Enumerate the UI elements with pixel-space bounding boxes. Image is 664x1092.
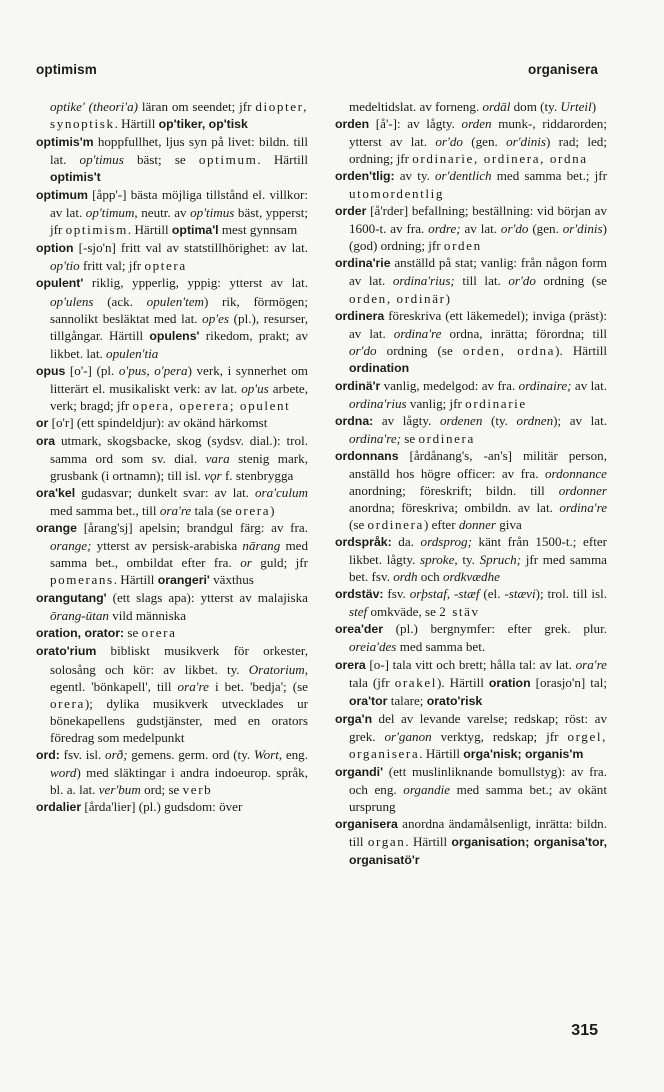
italic-form: ordre;	[428, 221, 461, 237]
italic-form: o'pus, o'pera	[118, 362, 188, 378]
dictionary-entry	[36, 362, 308, 414]
italic-form: ordkvædhe	[442, 569, 500, 585]
italic-form: op'timus	[79, 152, 124, 168]
entry-text: munk-, riddarorden; ytterst av lat.	[349, 116, 607, 150]
headword: orga'n	[335, 711, 373, 726]
italic-form: opulen'tia	[106, 345, 159, 361]
headword: orato'rium	[36, 644, 97, 659]
entry-text: [-sjo'n] fritt val av statstillhörighet: av lat.	[73, 240, 308, 256]
italic-form: ordina'rius;	[392, 273, 455, 289]
italic-form: ordnen	[516, 412, 554, 428]
entry-text: , egentl. 'bönkapell', till	[50, 661, 308, 694]
dictionary-entry	[335, 254, 607, 306]
entry-text: . Härtill	[257, 152, 308, 168]
italic-form: op'timus	[190, 205, 235, 221]
italic-form: vara	[205, 450, 230, 466]
entry-text: . Härtill	[127, 222, 172, 238]
entry-text: ytterst av persisk-arabiska	[91, 538, 243, 554]
headword: ordinera	[335, 308, 385, 323]
entry-text: (se	[349, 517, 368, 533]
entry-text: bibliskt musikverk för orkester, solosång och kör: av likbet. ty.	[50, 643, 308, 677]
headword: opulens'	[149, 328, 200, 343]
entry-text: (ett muslinliknande bomullstyg): av fra. och eng.	[349, 763, 607, 797]
italic-form: ordina'rius	[349, 395, 407, 411]
dictionary-entry	[36, 624, 308, 642]
italic-form: ordina're	[393, 325, 442, 341]
entry-text: [årda'lier] (pl.) gudsdom: över	[81, 798, 243, 814]
italic-form: or'do	[500, 221, 529, 237]
italic-form: orþstaf	[409, 586, 447, 602]
cross-reference: optimism	[65, 222, 128, 238]
entry-text: ). Härtill	[437, 674, 489, 690]
headword: ordinä'r	[335, 378, 381, 393]
entry-text: riklig, ypperlig, yppig: ytterst av lat.	[83, 275, 308, 291]
italic-form: word	[50, 764, 77, 780]
italic-form: nārang	[242, 538, 281, 554]
italic-form: ordenen	[439, 412, 483, 428]
dictionary-entry	[335, 412, 607, 447]
entry-text: ). Härtill	[555, 342, 608, 358]
cross-reference: orden, ordna	[462, 342, 556, 358]
headword: orangutang'	[36, 591, 107, 606]
headword: ora	[36, 433, 56, 448]
entry-text: i bet. 'bedja'; (se	[208, 678, 308, 694]
right-column	[335, 98, 607, 869]
headword: ord:	[36, 747, 60, 762]
entry-text: vanlig; jfr	[406, 395, 466, 411]
dictionary-entry	[36, 642, 308, 745]
italic-form: oreia'des	[349, 639, 397, 655]
italic-form: Oratorium	[248, 661, 305, 677]
entry-text: av lat.	[571, 377, 607, 393]
cross-reference: diopter, synoptisk	[50, 99, 308, 132]
entry-text: [å'-]: av lågty.	[369, 116, 462, 132]
entry-text: (ett slags apa): ytterst av malajiska	[106, 590, 308, 606]
italic-form: op'us	[241, 380, 269, 396]
headword: opus	[36, 363, 66, 378]
entry-text: hoppfullhet, ljus syn på livet: bildn. till lat.	[50, 134, 308, 168]
entry-text: till lat.	[454, 273, 509, 289]
headword: ordina'rie	[335, 256, 391, 271]
cross-reference: orgel, organisera	[349, 728, 607, 761]
entry-text: da.	[391, 534, 421, 550]
italic-form: or'do	[435, 134, 463, 150]
entry-text: anordning; föreskrift; bildn. till	[349, 483, 559, 499]
entry-text: ); trol. till isl.	[535, 586, 607, 602]
dictionary-entry	[36, 98, 308, 133]
entry-text: vild människa	[108, 608, 187, 624]
italic-form: op'timum	[85, 205, 135, 221]
entry-text: [årang'sj] apelsin; brandgul färg: av fra.	[77, 520, 308, 536]
italic-form: or'do	[349, 342, 377, 358]
italic-form: or'dentlich	[434, 168, 492, 184]
entry-text: (pl.) bergnymfer: efter grek. plur.	[383, 621, 607, 637]
entry-text: växthus	[209, 572, 254, 588]
entry-text: fritt val; jfr	[79, 258, 145, 274]
dictionary-entry	[335, 585, 607, 620]
entry-text: rikedom, prakt; av likbet. lat.	[50, 327, 308, 361]
italic-form: donner	[458, 517, 496, 533]
entry-text: ) rad; led; ordning; jfr	[349, 134, 607, 167]
italic-form: ora're	[159, 503, 192, 519]
italic-form: optike' (theori'a)	[50, 99, 138, 114]
entry-text: bäst, ypperst; jfr	[50, 205, 308, 238]
dictionary-entry	[335, 307, 607, 377]
entry-text: verktyg, redskap; jfr	[431, 728, 568, 744]
headword: order	[335, 204, 367, 219]
italic-form: or'do	[508, 273, 536, 289]
italic-form: ordonner	[558, 483, 607, 499]
dictionary-entry	[36, 414, 308, 432]
dictionary-entry	[335, 710, 607, 763]
page-number: 315	[571, 1022, 598, 1039]
italic-form: or'ganon	[384, 728, 432, 744]
entry-text: , eng.	[278, 746, 308, 762]
cross-reference: orera	[141, 625, 177, 641]
cross-reference: orden, ordinär	[349, 290, 446, 306]
italic-form: sproke	[419, 552, 455, 568]
headword: orato'risk	[426, 693, 483, 708]
headword: oration, orator:	[36, 626, 125, 641]
italic-form: ver'bum	[98, 781, 141, 797]
entry-text: känt från 1500-t.; efter likbet. lågty.	[349, 534, 607, 568]
entry-text: fsv.	[383, 586, 410, 602]
entry-text: . Härtill	[419, 745, 464, 761]
headword: ordna:	[335, 413, 374, 428]
headword: ordalier	[36, 799, 82, 814]
entry-text: av ty.	[394, 168, 435, 184]
entry-text: omkväde, se	[367, 604, 440, 620]
dictionary-entry	[335, 815, 607, 869]
entry-text: utmark, skogsbacke, skog (sydsv. dial.): trol. samma ord som sv. dial.	[50, 432, 308, 466]
cross-reference: orakel	[394, 674, 438, 690]
italic-form: ordsprog;	[420, 534, 472, 550]
headword: op'tiker, op'tisk	[158, 117, 248, 132]
entry-text: (el.	[479, 586, 505, 602]
dictionary-entry	[36, 186, 308, 239]
entry-text: ); av lat.	[553, 412, 607, 428]
entry-text: giva	[495, 517, 522, 533]
entry-text: ordning (se	[535, 273, 607, 289]
cross-reference: verb	[182, 781, 213, 797]
dictionary-entry	[335, 98, 607, 115]
entry-text: läran om seendet; jfr	[137, 99, 256, 114]
italic-form: orð;	[105, 746, 128, 762]
headword: organisation; organisa'tor, organisatö'r	[349, 834, 608, 868]
italic-form: ōrang-ūtan	[50, 608, 109, 624]
entry-text: med samma bet.; jfr	[491, 168, 607, 184]
entry-text: ordna, inrätta; förordna; till	[441, 325, 607, 341]
entry-text: ) efter	[423, 517, 459, 533]
italic-form: op'es	[202, 310, 229, 326]
entry-text: med samma bet., ombildat efter fra.	[50, 538, 308, 571]
headword: orea'der	[335, 622, 384, 637]
italic-form: ora'culum	[255, 485, 308, 501]
entry-text: . Härtill	[113, 572, 158, 588]
italic-form: or'dinis	[562, 221, 603, 237]
headword: orange	[36, 521, 77, 536]
entry-text: , ty.	[454, 552, 480, 568]
dictionary-entry	[335, 447, 607, 533]
entry-text: f. stenbrygga	[221, 467, 294, 483]
entry-text: av lat.	[460, 221, 501, 237]
italic-form: Wort	[253, 746, 279, 762]
entry-text: gemens. germ. ord (ty.	[127, 746, 254, 762]
entry-text: av lågty.	[373, 412, 440, 428]
headword: ordination	[349, 360, 410, 375]
dictionary-entry	[335, 167, 607, 202]
dictionary-entry	[335, 620, 607, 655]
headword: optimum	[36, 188, 88, 203]
italic-form: ordinaire;	[518, 377, 572, 393]
entry-text: )	[445, 290, 450, 306]
entry-text: (pl.), resurser, tillgångar. Härtill	[50, 310, 308, 343]
entry-text: [å'rder] befallning; beställning: vid början av 1600-t. av fra.	[349, 203, 607, 237]
dictionary-entry	[335, 202, 607, 254]
dictionary-entry	[335, 115, 607, 167]
running-head-left: optimism	[36, 62, 97, 77]
headword: opulent'	[36, 276, 84, 291]
dictionary-entry	[335, 656, 607, 710]
italic-form: -stævi	[504, 586, 536, 602]
italic-form: ordh	[393, 569, 418, 585]
headword: orden	[335, 117, 370, 132]
entry-text: (gen.	[528, 221, 563, 237]
entry-text: se	[124, 625, 142, 641]
italic-form: or	[240, 555, 252, 571]
cross-reference: utomordentlig	[349, 186, 444, 202]
italic-form: ora're	[177, 678, 209, 694]
italic-form: stef	[349, 604, 368, 620]
italic-form: ordonnance	[544, 465, 607, 481]
headword: or	[36, 415, 49, 430]
entry-text: ) rik, förmögen; sannolikt besläktat med lat.	[50, 293, 308, 326]
entry-text: (gen.	[462, 134, 507, 150]
italic-form: ordāl	[482, 99, 511, 114]
headword: orera	[335, 657, 366, 672]
cross-reference: orera	[235, 503, 271, 519]
entry-text: medeltidslat. av forneng.	[349, 99, 483, 114]
entry-text: talare;	[387, 692, 427, 708]
cross-reference: orden	[443, 238, 482, 254]
cross-reference: pomerans	[50, 572, 114, 588]
italic-form: Spruch;	[479, 552, 522, 568]
headword: oration	[488, 675, 531, 690]
entry-text: ordning (se	[376, 342, 463, 358]
entry-text: jfr med samma bet. fsv.	[349, 552, 607, 585]
entry-text: )	[270, 503, 275, 519]
italic-form: orden	[461, 116, 492, 132]
entry-text: föreskriva (ett läkemedel); inviga (präst): av lat.	[349, 307, 607, 341]
italic-form: orange;	[50, 538, 92, 554]
headword: ordspråk:	[335, 535, 392, 550]
headword: ora'tor	[349, 693, 388, 708]
headword: orangeri'	[157, 573, 210, 588]
italic-form: organdie	[403, 781, 451, 797]
entry-text: ,	[446, 586, 455, 602]
cross-reference: ordinera	[367, 517, 424, 533]
headword: orga'nisk; organis'm	[463, 746, 584, 761]
entry-text: med samma bet., till	[50, 503, 160, 519]
headword: organisera	[335, 816, 398, 831]
entry-text: gudasvar; dunkelt svar: av lat.	[75, 485, 255, 501]
italic-form: ordina're	[559, 500, 607, 516]
entry-text: vanlig, medelgod: av fra.	[380, 377, 519, 393]
cross-reference: optimum	[198, 152, 258, 168]
entry-text: . Härtill	[114, 116, 159, 132]
entry-text: mest gynnsam	[218, 222, 298, 238]
italic-form: or'dinis	[506, 134, 547, 150]
italic-form: vǫr	[204, 467, 222, 483]
entry-text: , neutr. av	[134, 205, 191, 221]
dictionary-entry	[36, 239, 308, 274]
entry-text: ); dylika musikverk utvecklades ur bönekapellens gudstjänster, med en orators föredrag som medelpunkt	[50, 695, 308, 745]
entry-text: med samma bet.; av okänt ursprung	[349, 781, 607, 814]
italic-form: op'tio	[50, 258, 80, 274]
entry-text: anordna ändamålsenligt, inrätta: bildn. till	[349, 815, 607, 849]
entry-text: [orasjo'n] tal;	[530, 674, 607, 690]
cross-reference: ordinarie	[465, 395, 527, 411]
cross-reference: orera	[50, 695, 85, 711]
cross-reference: organ	[367, 833, 406, 849]
dictionary-entry	[335, 533, 607, 585]
entry-text: [åpp'-] bästa möjliga tillstånd el. villkor: av lat.	[50, 187, 308, 221]
dictionary-entry	[335, 763, 607, 815]
entry-text: [o-] tala vitt och brett; hålla tal: av lat.	[365, 656, 576, 672]
cross-reference: 2 stäv	[439, 604, 480, 620]
entry-text: tala (se	[191, 503, 236, 519]
cross-reference: optera	[144, 258, 187, 274]
cross-reference: ordinera	[418, 430, 475, 446]
entry-text: tala (jfr	[349, 674, 395, 690]
entry-text: och	[417, 569, 443, 585]
italic-form: opulen'tem	[146, 293, 204, 309]
running-head-right: organisera	[527, 62, 598, 77]
dictionary-entry	[36, 746, 308, 798]
dictionary-entry	[36, 798, 308, 816]
cross-reference: opera, operera; opulent	[132, 397, 291, 413]
headword: ordonnans	[335, 448, 399, 463]
cross-reference: ordinarie, ordinera, ordna	[412, 151, 588, 167]
entry-text: [årdånang's, -an's] militär person, anställd hos högre officer: av fra.	[349, 447, 607, 481]
entry-text: del av levande varelse; redskap; röst: av grek.	[349, 710, 607, 744]
entry-text: anordna; föreskriva; ombildn. av lat.	[349, 500, 560, 516]
entry-text: ord; se	[140, 781, 183, 797]
dictionary-entry	[36, 432, 308, 484]
entry-text: stenig mark, grusbank (i ortnamn); till isl.	[50, 450, 308, 483]
entry-text: (ack.	[93, 293, 147, 309]
entry-text: guld; jfr	[251, 555, 309, 571]
entry-text: )	[591, 99, 597, 114]
headword: option	[36, 241, 74, 256]
entry-text: anställd på stat; vanlig: från någon form av lat.	[349, 255, 607, 289]
dictionary-entry	[36, 274, 308, 361]
entry-text: dom (ty.	[510, 99, 561, 114]
headword: ordstäv:	[335, 587, 384, 602]
italic-form: ora're	[575, 656, 607, 672]
entry-text: bäst; se	[123, 152, 199, 168]
dictionary-entry	[36, 589, 308, 624]
italic-form: Urteil	[560, 99, 592, 114]
dictionary-entry	[36, 484, 308, 519]
dictionary-entry	[335, 377, 607, 412]
left-column	[36, 98, 308, 816]
entry-text: ) med släktingar i andra indoeurop. språk, bl. a. lat.	[50, 764, 308, 797]
entry-text: ) (god) ordning; jfr	[349, 221, 607, 254]
italic-form: ordina're;	[349, 430, 402, 446]
entry-text: fsv. isl.	[59, 746, 106, 762]
entry-text: med samma bet.	[396, 639, 486, 655]
italic-form: -stæf	[454, 586, 480, 602]
headword: orden'tlig:	[335, 169, 395, 184]
entry-text: ) verk, i synnerhet om litterärt el. musikaliskt verk: av lat.	[50, 362, 308, 396]
headword: organdi'	[335, 764, 384, 779]
headword: optimis't	[50, 170, 101, 185]
entry-text: (ty.	[482, 412, 517, 428]
entry-text: [o'r] (ett spindeldjur): av okänd härkomst	[48, 414, 268, 430]
entry-text: . Härtill	[405, 833, 452, 849]
headword: ora'kel	[36, 486, 76, 501]
headword: optima'l	[171, 223, 219, 238]
entry-text: se	[401, 430, 419, 446]
dictionary-entry	[36, 519, 308, 589]
entry-text: [o'-] (pl.	[65, 362, 119, 378]
dictionary-entry	[36, 133, 308, 186]
italic-form: op'ulens	[50, 293, 94, 309]
entry-text: arbete, verk; bragd; jfr	[50, 380, 308, 413]
headword: optimis'm	[36, 135, 94, 150]
